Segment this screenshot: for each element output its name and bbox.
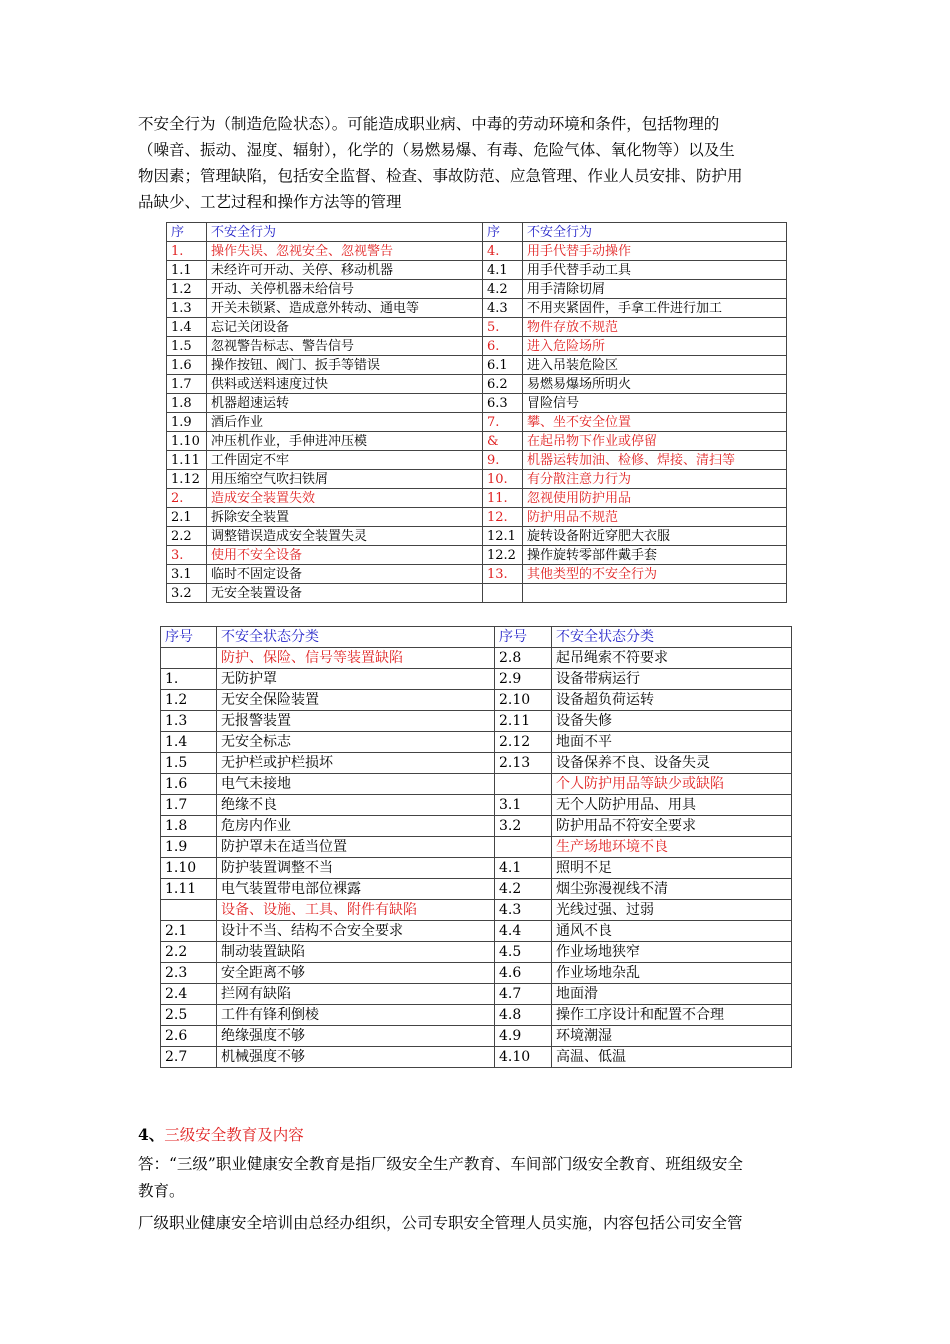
item-text: 忘记关闭设备 — [207, 318, 483, 337]
item-text: 无防护罩 — [217, 669, 495, 690]
item-number: 2.3 — [161, 963, 217, 984]
item-number: 6. — [483, 337, 523, 356]
item-text: 其他类型的不安全行为 — [523, 565, 787, 584]
item-text: 操作失误、忽视安全、忽视警告 — [207, 242, 483, 261]
item-text: 在起吊物下作业或停留 — [523, 432, 787, 451]
item-number: 1.9 — [161, 837, 217, 858]
item-number: 4.1 — [483, 261, 523, 280]
item-number: 4.7 — [495, 984, 552, 1005]
item-number: 2.2 — [161, 942, 217, 963]
section-number: 4、 — [138, 1125, 165, 1144]
item-text: 攀、坐不安全位置 — [523, 413, 787, 432]
item-number: 4.4 — [495, 921, 552, 942]
table-row — [167, 508, 787, 527]
item-number: 1.7 — [167, 375, 207, 394]
column-header: 序号 — [161, 627, 217, 648]
item-number: 3.2 — [495, 816, 552, 837]
table-row — [161, 816, 792, 837]
item-text: 防护用品不符安全要求 — [552, 816, 792, 837]
item-text: 无安全装置设备 — [207, 584, 483, 603]
item-number: 2.1 — [167, 508, 207, 527]
item-number: 2.5 — [161, 1005, 217, 1026]
table-row — [167, 432, 787, 451]
item-number: 3.2 — [167, 584, 207, 603]
item-text: 地面滑 — [552, 984, 792, 1005]
intro-line-2: （噪音、振动、湿度、辐射），化学的（易燃易爆、有毒、危险气体、氧化物等）以及生 — [138, 141, 735, 159]
item-number: 4.2 — [483, 280, 523, 299]
item-text: 机器运转加油、检修、焊接、清扫等 — [523, 451, 787, 470]
item-text: 设备失修 — [552, 711, 792, 732]
table-row — [167, 375, 787, 394]
item-text: 进入吊装危险区 — [523, 356, 787, 375]
table-row — [167, 280, 787, 299]
item-text: 绝缘不良 — [217, 795, 495, 816]
training-line: 厂级职业健康安全培训由总经办组织，公司专职安全管理人员实施，内容包括公司安全管 — [138, 1214, 743, 1232]
item-text: 生产场地环境不良 — [552, 837, 792, 858]
item-number: 1.7 — [161, 795, 217, 816]
table-row — [161, 942, 792, 963]
item-number — [161, 900, 217, 921]
table-row — [161, 900, 792, 921]
item-text: 调整错误造成安全装置失灵 — [207, 527, 483, 546]
item-text: 不用夹紧固件，手拿工件进行加工 — [523, 299, 787, 318]
column-header: 不安全行为 — [207, 223, 483, 242]
item-text: 照明不足 — [552, 858, 792, 879]
column-header: 不安全行为 — [523, 223, 787, 242]
item-text — [523, 584, 787, 603]
item-number: 4.1 — [495, 858, 552, 879]
item-text: 机械强度不够 — [217, 1047, 495, 1068]
item-text: 危房内作业 — [217, 816, 495, 837]
item-text: 光线过强、过弱 — [552, 900, 792, 921]
item-text: 防护用品不规范 — [523, 508, 787, 527]
item-text: 用压缩空气吹扫铁屑 — [207, 470, 483, 489]
answer-line-2: 教育。 — [138, 1182, 185, 1200]
unsafe-state-table — [160, 626, 792, 1068]
item-number: 2.13 — [495, 753, 552, 774]
item-text: 制动装置缺陷 — [217, 942, 495, 963]
column-header: 序 — [483, 223, 523, 242]
item-number — [495, 774, 552, 795]
item-number: 3.1 — [167, 565, 207, 584]
item-number: 1.6 — [167, 356, 207, 375]
item-text: 操作工序设计和配置不合理 — [552, 1005, 792, 1026]
item-number: 2.11 — [495, 711, 552, 732]
item-text: 用手清除切屑 — [523, 280, 787, 299]
training-paragraph — [138, 1210, 808, 1236]
item-number: 1.5 — [161, 753, 217, 774]
item-number: 4.3 — [495, 900, 552, 921]
item-text: 设计不当、结构不合安全要求 — [217, 921, 495, 942]
table-row — [167, 394, 787, 413]
item-number: 1.5 — [167, 337, 207, 356]
item-number: 13. — [483, 565, 523, 584]
item-number: 9. — [483, 451, 523, 470]
item-text: 设备保养不良、设备失灵 — [552, 753, 792, 774]
item-number: 1.9 — [167, 413, 207, 432]
item-text: 造成安全装置失效 — [207, 489, 483, 508]
item-text: 防护装置调整不当 — [217, 858, 495, 879]
item-text: 防护、保险、信号等装置缺陷 — [217, 648, 495, 669]
item-text: 进入危险场所 — [523, 337, 787, 356]
item-number: 1.3 — [167, 299, 207, 318]
table-row — [161, 648, 792, 669]
item-number: 10. — [483, 470, 523, 489]
item-text: 拆除安全装置 — [207, 508, 483, 527]
item-number — [495, 837, 552, 858]
item-text: 设备带病运行 — [552, 669, 792, 690]
answer-line-1: 答：“三级”职业健康安全教育是指厂级安全生产教育、车间部门级安全教育、班组级安全 — [138, 1155, 743, 1173]
item-text: 高温、低温 — [552, 1047, 792, 1068]
item-number: 4.3 — [483, 299, 523, 318]
item-number: 1.2 — [161, 690, 217, 711]
item-text: 冒险信号 — [523, 394, 787, 413]
item-number: 6.2 — [483, 375, 523, 394]
item-text: 设备超负荷运转 — [552, 690, 792, 711]
table-row — [161, 921, 792, 942]
item-text: 防护罩未在适当位置 — [217, 837, 495, 858]
item-text: 电气装置带电部位裸露 — [217, 879, 495, 900]
item-number: 2.9 — [495, 669, 552, 690]
item-number: 1. — [167, 242, 207, 261]
item-text: 安全距离不够 — [217, 963, 495, 984]
table-row — [167, 470, 787, 489]
item-text: 供料或送料速度过快 — [207, 375, 483, 394]
item-text: 作业场地杂乱 — [552, 963, 792, 984]
table-header-row — [161, 627, 792, 648]
item-number: 4.9 — [495, 1026, 552, 1047]
item-text: 冲压机作业，手伸进冲压模 — [207, 432, 483, 451]
item-text: 易燃易爆场所明火 — [523, 375, 787, 394]
column-header: 不安全状态分类 — [217, 627, 495, 648]
item-number: 2.2 — [167, 527, 207, 546]
item-number: 2.6 — [161, 1026, 217, 1047]
item-text: 忽视使用防护用品 — [523, 489, 787, 508]
item-number: 12.1 — [483, 527, 523, 546]
item-number: 4.10 — [495, 1047, 552, 1068]
item-number: 12.2 — [483, 546, 523, 565]
unsafe-behavior-table — [166, 222, 787, 603]
item-number: 1.2 — [167, 280, 207, 299]
item-number: 4.8 — [495, 1005, 552, 1026]
answer-paragraph — [138, 1151, 808, 1205]
table-row — [167, 242, 787, 261]
item-text: 临时不固定设备 — [207, 565, 483, 584]
intro-line-3: 物因素；管理缺陷，包括安全监督、检查、事故防范、应急管理、作业人员安排、防护用 — [138, 167, 743, 185]
item-number: 2.4 — [161, 984, 217, 1005]
table-row — [167, 451, 787, 470]
item-text: 操作旋转零部件戴手套 — [523, 546, 787, 565]
intro-line-1: 不安全行为（制造危险状态）。可能造成职业病、中毒的劳动环境和条件，包括物理的 — [138, 115, 720, 133]
item-number: 3.1 — [495, 795, 552, 816]
item-text: 设备、设施、工具、附件有缺陷 — [217, 900, 495, 921]
item-text: 机器超速运转 — [207, 394, 483, 413]
item-text: 旋转设备附近穿肥大衣服 — [523, 527, 787, 546]
item-text: 未经许可开动、关停、移动机器 — [207, 261, 483, 280]
intro-paragraph — [138, 111, 808, 215]
table-row — [167, 261, 787, 280]
item-text: 通风不良 — [552, 921, 792, 942]
item-number: 1.4 — [167, 318, 207, 337]
item-number: 7. — [483, 413, 523, 432]
table-row — [167, 299, 787, 318]
item-number: 1.8 — [161, 816, 217, 837]
table-row — [167, 584, 787, 603]
table-row — [161, 879, 792, 900]
column-header: 不安全状态分类 — [552, 627, 792, 648]
item-text: 忽视警告标志、警告信号 — [207, 337, 483, 356]
item-text: 无安全保险装置 — [217, 690, 495, 711]
item-number: 1.10 — [167, 432, 207, 451]
item-number: 2.10 — [495, 690, 552, 711]
column-header: 序号 — [495, 627, 552, 648]
item-number: 1. — [161, 669, 217, 690]
item-number: 1.4 — [161, 732, 217, 753]
item-text: 烟尘弥漫视线不清 — [552, 879, 792, 900]
item-number: 4.2 — [495, 879, 552, 900]
item-text: 用手代替手动工具 — [523, 261, 787, 280]
item-text: 使用不安全设备 — [207, 546, 483, 565]
table-header-row — [167, 223, 787, 242]
item-number: 3. — [167, 546, 207, 565]
item-text: 工件有锋利倒棱 — [217, 1005, 495, 1026]
item-text: 起吊绳索不符要求 — [552, 648, 792, 669]
table-row — [167, 337, 787, 356]
table-row — [161, 963, 792, 984]
table-row — [161, 774, 792, 795]
item-text: 地面不平 — [552, 732, 792, 753]
table-row — [167, 565, 787, 584]
table-row — [167, 489, 787, 508]
item-number: 2. — [167, 489, 207, 508]
item-number: 4.6 — [495, 963, 552, 984]
item-text: 酒后作业 — [207, 413, 483, 432]
table-row — [161, 1005, 792, 1026]
item-number — [483, 584, 523, 603]
table-row — [161, 711, 792, 732]
item-number: 11. — [483, 489, 523, 508]
table-row — [161, 984, 792, 1005]
item-text: 有分散注意力行为 — [523, 470, 787, 489]
item-number: 1.11 — [167, 451, 207, 470]
table-row — [167, 413, 787, 432]
item-number: 1.6 — [161, 774, 217, 795]
item-text: 开关未锁紧、造成意外转动、通电等 — [207, 299, 483, 318]
item-number: 1.11 — [161, 879, 217, 900]
table-row — [167, 546, 787, 565]
table-row — [161, 837, 792, 858]
item-text: 无安全标志 — [217, 732, 495, 753]
table-row — [161, 1047, 792, 1068]
intro-line-4: 品缺少、工艺过程和操作方法等的管理 — [138, 193, 402, 211]
item-text: 物件存放不规范 — [523, 318, 787, 337]
item-text: 操作按钮、阀门、扳手等错误 — [207, 356, 483, 375]
item-number: 2.8 — [495, 648, 552, 669]
item-number: 4. — [483, 242, 523, 261]
item-text: 无个人防护用品、用具 — [552, 795, 792, 816]
item-number: 1.10 — [161, 858, 217, 879]
section-heading — [138, 1122, 808, 1148]
item-text: 作业场地狭窄 — [552, 942, 792, 963]
table-row — [161, 669, 792, 690]
item-number: & — [483, 432, 523, 451]
column-header: 序 — [167, 223, 207, 242]
item-text: 绝缘强度不够 — [217, 1026, 495, 1047]
item-text: 无护栏或护栏损坏 — [217, 753, 495, 774]
item-number: 6.3 — [483, 394, 523, 413]
table-row — [161, 1026, 792, 1047]
item-number: 12. — [483, 508, 523, 527]
item-number: 2.1 — [161, 921, 217, 942]
table-row — [161, 753, 792, 774]
item-text: 电气未接地 — [217, 774, 495, 795]
item-text: 无报警装置 — [217, 711, 495, 732]
table-row — [167, 527, 787, 546]
item-text: 环境潮湿 — [552, 1026, 792, 1047]
item-number — [161, 648, 217, 669]
item-number: 4.5 — [495, 942, 552, 963]
item-number: 2.12 — [495, 732, 552, 753]
item-number: 1.12 — [167, 470, 207, 489]
item-number: 2.7 — [161, 1047, 217, 1068]
item-text: 工件固定不牢 — [207, 451, 483, 470]
item-text: 拦网有缺陷 — [217, 984, 495, 1005]
item-text: 开动、关停机器未给信号 — [207, 280, 483, 299]
item-text: 用手代替手动操作 — [523, 242, 787, 261]
table-row — [161, 858, 792, 879]
item-number: 1.3 — [161, 711, 217, 732]
item-number: 6.1 — [483, 356, 523, 375]
table-row — [161, 732, 792, 753]
item-number: 1.1 — [167, 261, 207, 280]
table-row — [161, 795, 792, 816]
item-number: 1.8 — [167, 394, 207, 413]
table-row — [161, 690, 792, 711]
item-text: 个人防护用品等缺少或缺陷 — [552, 774, 792, 795]
table-row — [167, 356, 787, 375]
item-number: 5. — [483, 318, 523, 337]
table-row — [167, 318, 787, 337]
section-title: 三级安全教育及内容 — [164, 1126, 304, 1144]
